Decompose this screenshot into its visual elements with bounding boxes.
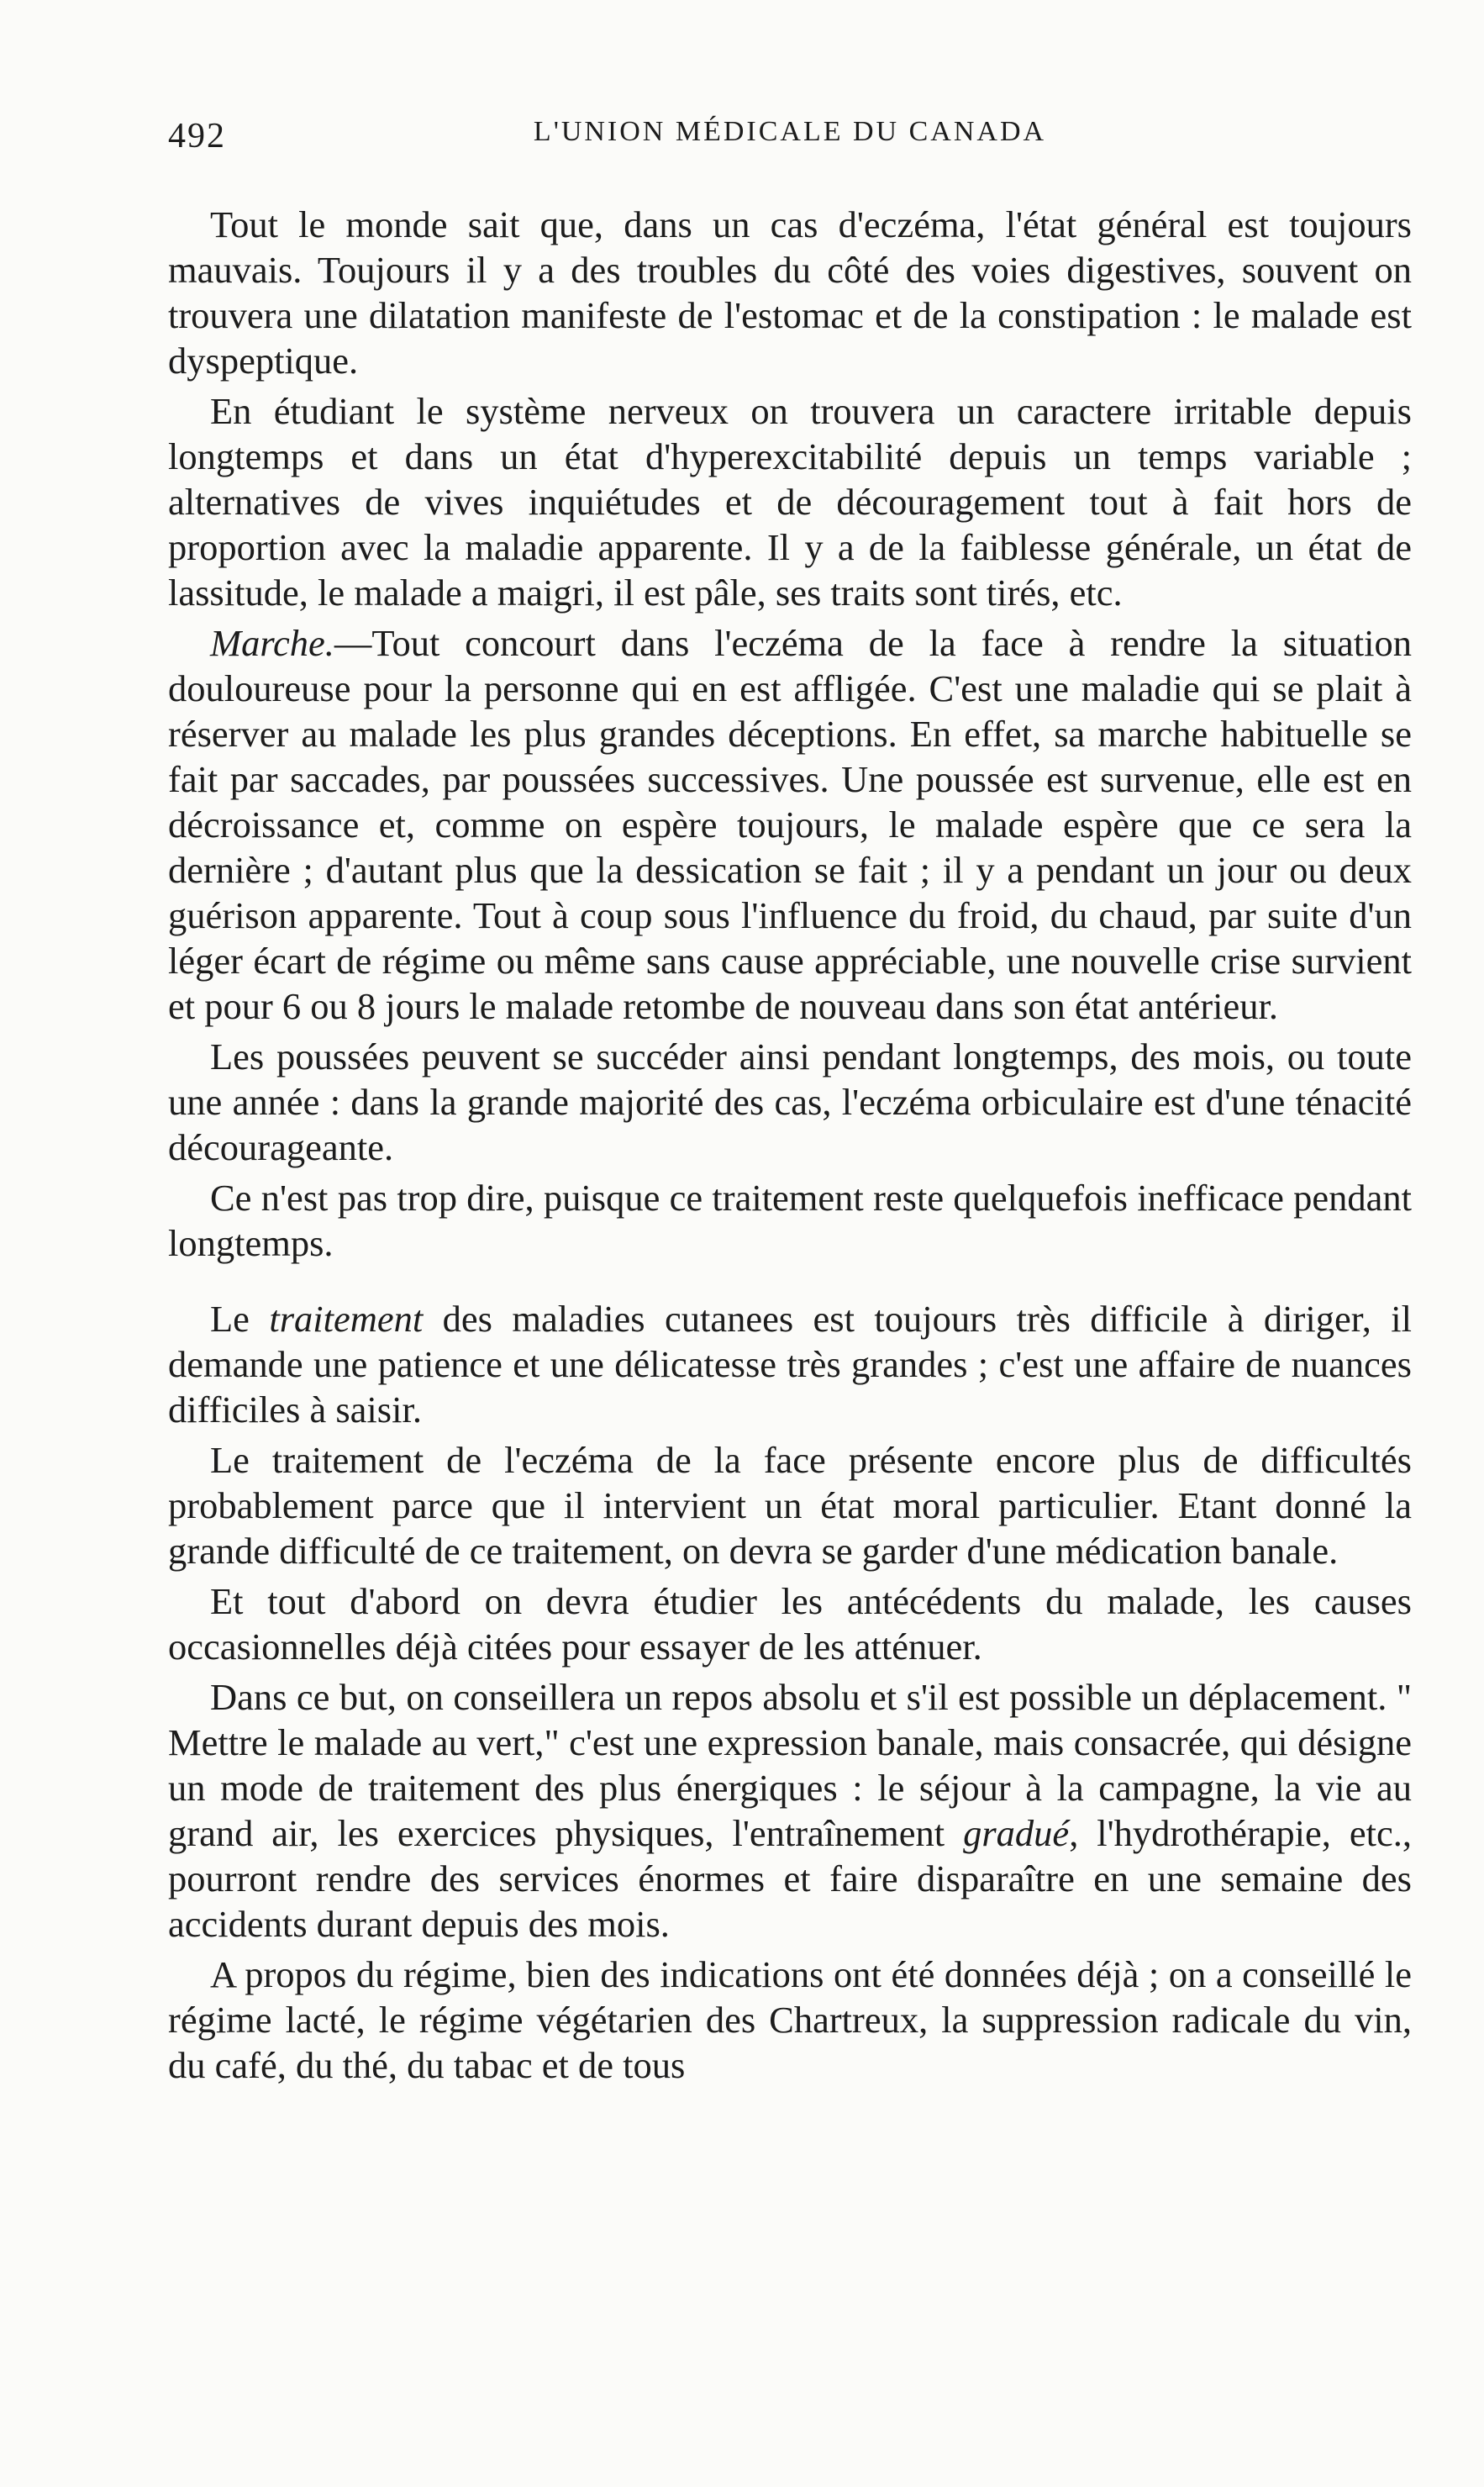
paragraph-general-state: Tout le monde sait que, dans un cas d'eczéma, l'état général est toujours mauvais. Toujours il y a des troubles du côté des voies digestives, souvent on trouvera une dilatation manifeste de l'estomac et de la constipation : le malade est dyspeptique. [168,203,1412,382]
paragraph-regime: A propos du régime, bien des indications ont été données déjà ; on a conseillé le régime lacté, le régime végétarien des Chartreux, la suppression radicale du vin, du café, du thé, du tabac et de tous [168,1953,1412,2086]
paragraph-marche-text: —Tout concourt dans l'eczéma de la face à rendre la situation douloureuse pour la personne qui en est affligée. C'est une maladie qui se plait à réserver au malade les plus grandes déceptions. En effet, sa marche habituelle se fait par saccades, par poussées successives. Une poussée est survenue, elle est en décroissance et, comme on espère toujours, le malade espère que ce sera la dernière ; d'autant plus que la dessication se fait ; il y a pendant un jour ou deux guérison apparente. Tout à coup sous l'influence du froid, du chaud, par suite d'un léger écart de régime ou même sans cause appréciable, une nouvelle crise survient et pour 6 ou 8 jours le malade retombe de nouveau dans son état antérieur. [168,622,1412,1027]
document-page [168,109,1412,2093]
journal-title: L'UNION MÉDICALE DU CANADA [533,116,1047,147]
paragraph-poussees: Les poussées peuvent se succéder ainsi pendant longtemps, des mois, ou toute une année : dans la grande majorité des cas, l'eczéma orbiculaire est d'une ténacité décourageante. [168,1035,1412,1168]
paragraph-repos-post: , l'hydrothérapie, etc., pourront rendre des services énormes et faire disparaître en une semaine des accidents durant depuis des mois. [168,1812,1412,1945]
paragraph-traitement-pre: Le [210,1298,270,1340]
paragraph-antecedents: Et tout d'abord on devra étudier les antécédents du malade, les causes occasionnelles déjà citées pour essayer de les atténuer. [168,1580,1412,1668]
section-lead-marche: Marche. [210,622,334,664]
page-number: 492 [168,117,226,155]
paragraph-repos [168,1674,1412,1947]
paragraph-eczema-face: Le traitement de l'eczéma de la face présente encore plus de difficultés probablement parce que il intervient un état moral particulier. Etant donné la grande difficulté de ce traitement, on devra se garder d'une médication banale. [168,1439,1412,1572]
running-head [168,109,1412,177]
paragraph-traitement-post: des maladies cutanees est toujours très difficile à diriger, il demande une patience et une délicatesse très grandes ; c'est une affaire de nuances difficiles à saisir. [168,1298,1412,1431]
paragraph-marche [168,620,1412,1029]
emphasis-traitement: traitement [269,1298,424,1340]
paragraph-traitement [168,1296,1412,1432]
emphasis-gradue: gradué [963,1812,1070,1854]
paragraph-repos-pre: Dans ce but, on conseillera un repos absolu et s'il est possible un déplacement. " Mettre le malade au vert," c'est une expression banale, mais consacrée, qui désigne un mode de traitement des plus énergiques : le séjour à la campagne, la vie au grand air, les exercices physiques, l'entraînement [168,1676,1412,1854]
body-text [168,202,1412,2088]
paragraph-nervous-system: En étudiant le système nerveux on trouvera un caractere irritable depuis longtemps et dans un état d'hyperexcitabilité depuis un temps variable ; alternatives de vives inquiétudes et de découragement tout à fait hors de proportion avec la maladie apparente. Il y a de la faiblesse générale, un état de lassitude, le malade a maigri, il est pâle, ses traits sont tirés, etc. [168,390,1412,614]
paragraph-inefficace: Ce n'est pas trop dire, puisque ce traitement reste quelquefois inefficace pendant longtemps. [168,1177,1412,1264]
